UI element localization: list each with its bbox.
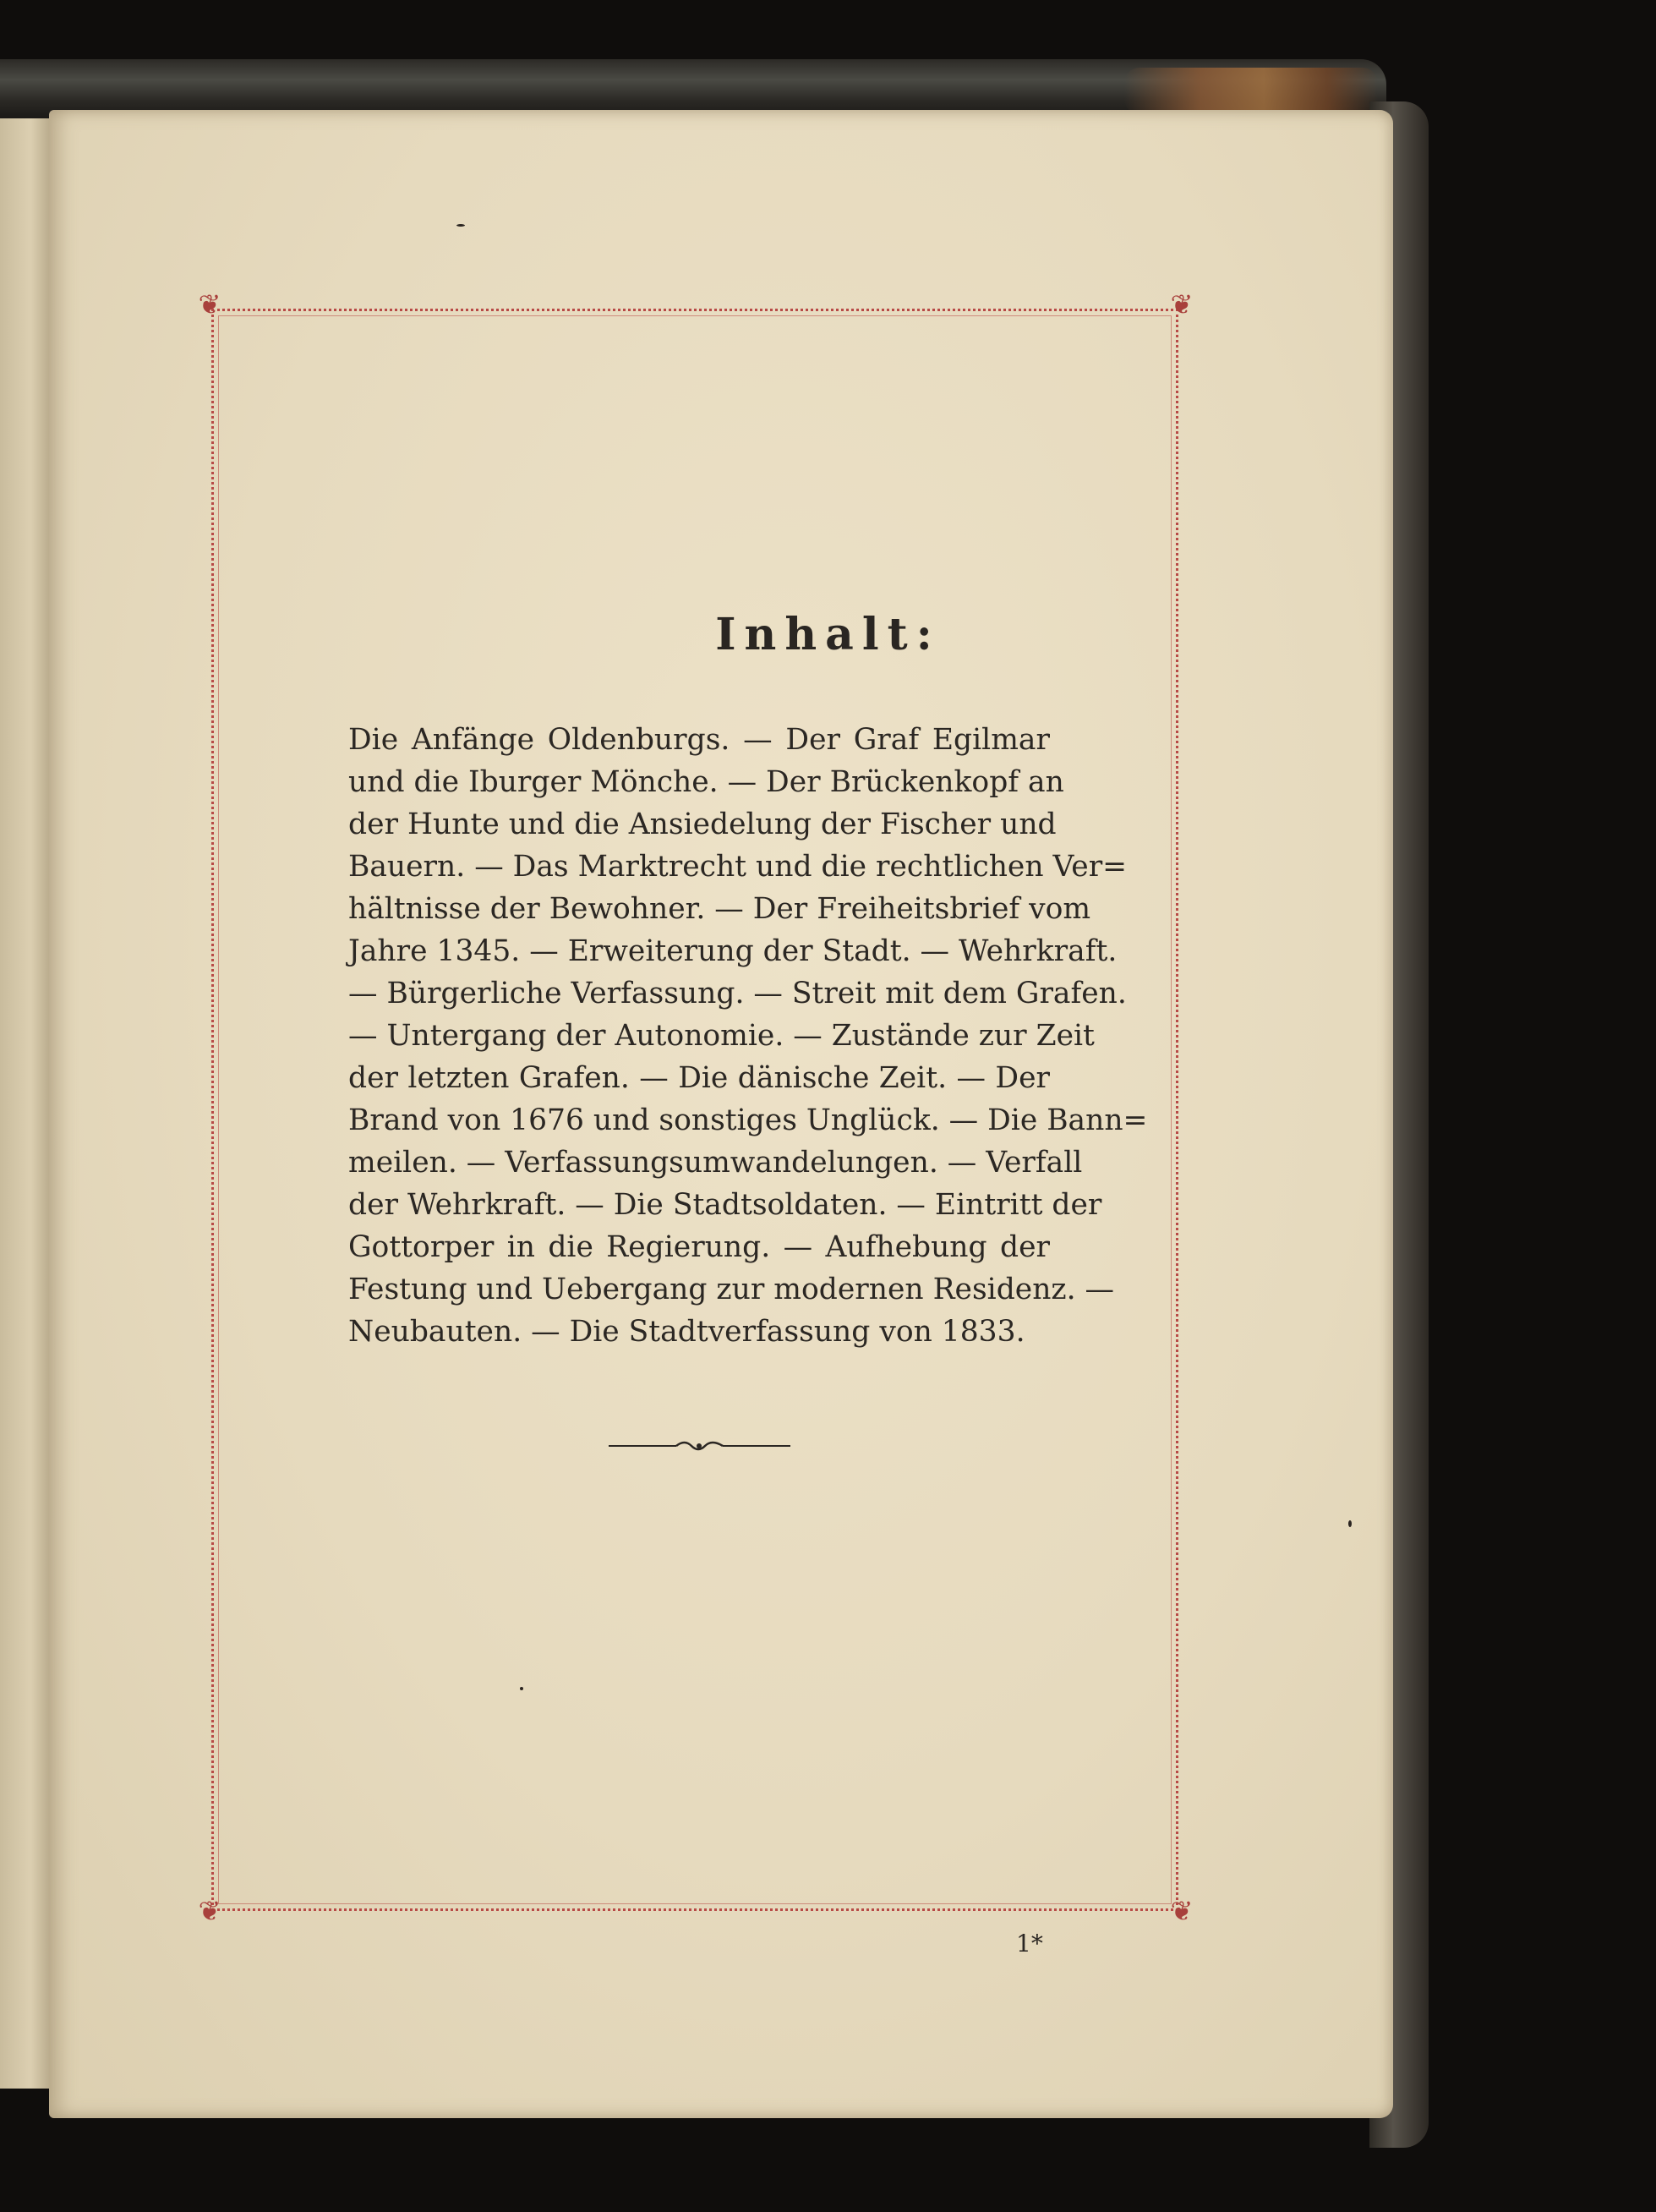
paper-speck (456, 224, 465, 227)
table-of-contents-text (348, 719, 1148, 1353)
facing-page-edge (0, 118, 52, 2089)
text-line: der letzten Grafen. — Die dänische Zeit. — Der (348, 1061, 1050, 1095)
text-line: Die Anfänge Oldenburgs. — Der Graf Egilmar (348, 723, 1050, 757)
page-title: Inhalt: (715, 609, 941, 660)
text-line: der Wehrkraft. — Die Stadtsoldaten. — Eintritt der (348, 1188, 1102, 1222)
paper-speck (520, 1687, 523, 1690)
page-number: 1* (1016, 1930, 1043, 1957)
text-line: Jahre 1345. — Erweiterung der Stadt. — Wehrkraft. (348, 934, 1118, 968)
divider-ornament-icon (609, 1437, 790, 1454)
corner-ornament-bottom-right-icon: ❦ (1170, 1895, 1194, 1927)
text-line: Brand von 1676 und sonstiges Unglück. — Die Bann= (348, 1103, 1148, 1137)
text-line: Neubauten. — Die Stadtverfassung von 1833. (348, 1315, 1025, 1349)
text-line: Festung und Uebergang zur modernen Residenz. — (348, 1273, 1115, 1306)
corner-ornament-top-left-icon: ❦ (198, 288, 221, 320)
text-line: — Bürgerliche Verfassung. — Streit mit dem Grafen. (348, 977, 1127, 1010)
text-line: der Hunte und die Ansiedelung der Fischer und (348, 808, 1057, 841)
text-line: Gottorper in die Regierung. — Aufhebung der (348, 1230, 1050, 1264)
corner-ornament-top-right-icon: ❦ (1170, 288, 1194, 320)
spine-wear-mark (1124, 68, 1378, 114)
paper-speck (1348, 1520, 1352, 1527)
text-line: hältnisse der Bewohner. — Der Freiheitsbrief vom (348, 892, 1091, 926)
text-line: und die Iburger Mönche. — Der Brückenkopf an (348, 765, 1064, 799)
text-line: — Untergang der Autonomie. — Zustände zur Zeit (348, 1019, 1095, 1053)
text-line: meilen. — Verfassungsumwandelungen. — Verfall (348, 1146, 1083, 1180)
corner-ornament-bottom-left-icon: ❦ (198, 1895, 221, 1927)
text-line: Bauern. — Das Marktrecht und die rechtlichen Ver= (348, 850, 1128, 884)
